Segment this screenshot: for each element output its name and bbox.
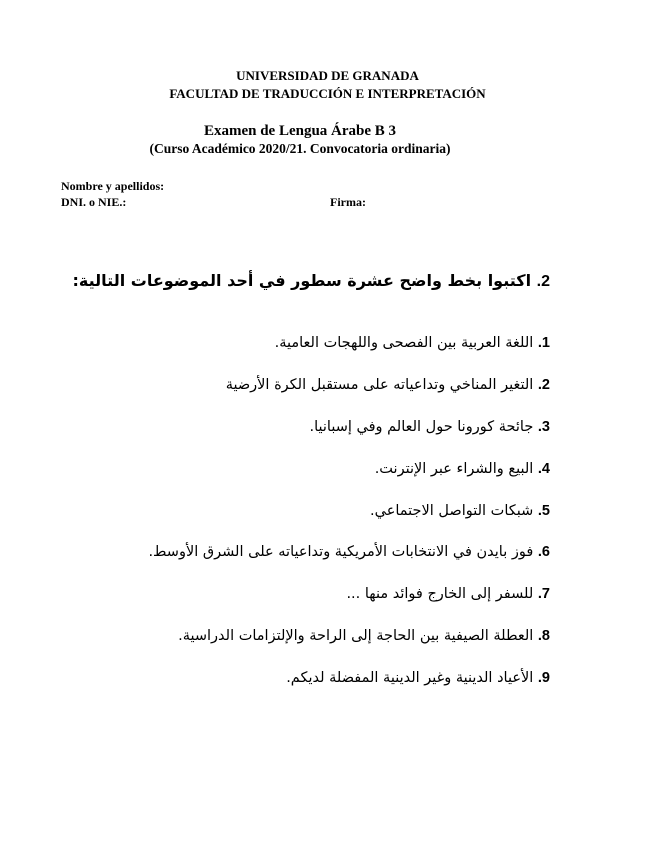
signature-label: Firma: [330, 195, 366, 209]
topic-item [275, 333, 550, 353]
question-prompt [73, 270, 550, 293]
topic-number: 8. [537, 628, 550, 644]
topic-number: 2. [537, 377, 550, 393]
topic-number: 4. [537, 461, 550, 477]
exam-subtitle: (Curso Académico 2020/21. Convocatoria ordinaria) [149, 141, 451, 156]
topic-text: التغير المناخي وتداعياته على مستقبل الكرة الأرضية [225, 377, 534, 393]
topic-item [286, 668, 550, 688]
topic-item [309, 417, 550, 437]
topic-number: 3. [537, 419, 550, 435]
topic-text: للسفر إلى الخارج فوائد منها ... [346, 586, 534, 602]
id-label: DNI. o NIE.: [61, 195, 127, 209]
question-number: 2. [536, 273, 550, 290]
topic-item [148, 542, 550, 562]
topic-text: العطلة الصيفية بين الحاجة إلى الراحة والإلتزامات الدراسية. [178, 628, 534, 644]
topic-text: شبكات التواصل الاجتماعي. [370, 503, 534, 519]
topic-item [375, 459, 550, 479]
topic-item [178, 626, 550, 646]
topic-number: 1. [537, 335, 550, 351]
topic-number: 7. [537, 586, 550, 602]
topic-text: البيع والشراء عبر الإنترنت. [374, 461, 534, 477]
topic-number: 5. [537, 503, 550, 519]
topic-text: فوز بايدن في الانتخابات الأمريكية وتداعياته على الشرق الأوسط. [148, 544, 534, 560]
topic-text: جائحة كورونا حول العالم وفي إسبانيا. [309, 419, 534, 435]
topic-item [226, 375, 550, 395]
faculty-name: FACULTAD DE TRADUCCIÓN E INTERPRETACIÓN [169, 86, 486, 101]
question-prompt-text: اكتبوا بخط واضح عشرة سطور في أحد الموضوعات التالية: [72, 271, 532, 290]
topic-item [346, 584, 550, 604]
university-name: UNIVERSIDAD DE GRANADA [236, 68, 419, 83]
exam-title: Examen de Lengua Árabe B 3 [203, 123, 397, 139]
name-label: Nombre y apellidos: [61, 179, 165, 193]
topic-number: 9. [537, 670, 550, 686]
topic-text: الأعياد الدينية وغير الدينية المفضلة لديكم. [286, 670, 534, 686]
topic-number: 6. [537, 544, 550, 560]
topic-item [370, 501, 550, 521]
topic-text: اللغة العربية بين الفصحى واللهجات العامية. [274, 335, 534, 351]
